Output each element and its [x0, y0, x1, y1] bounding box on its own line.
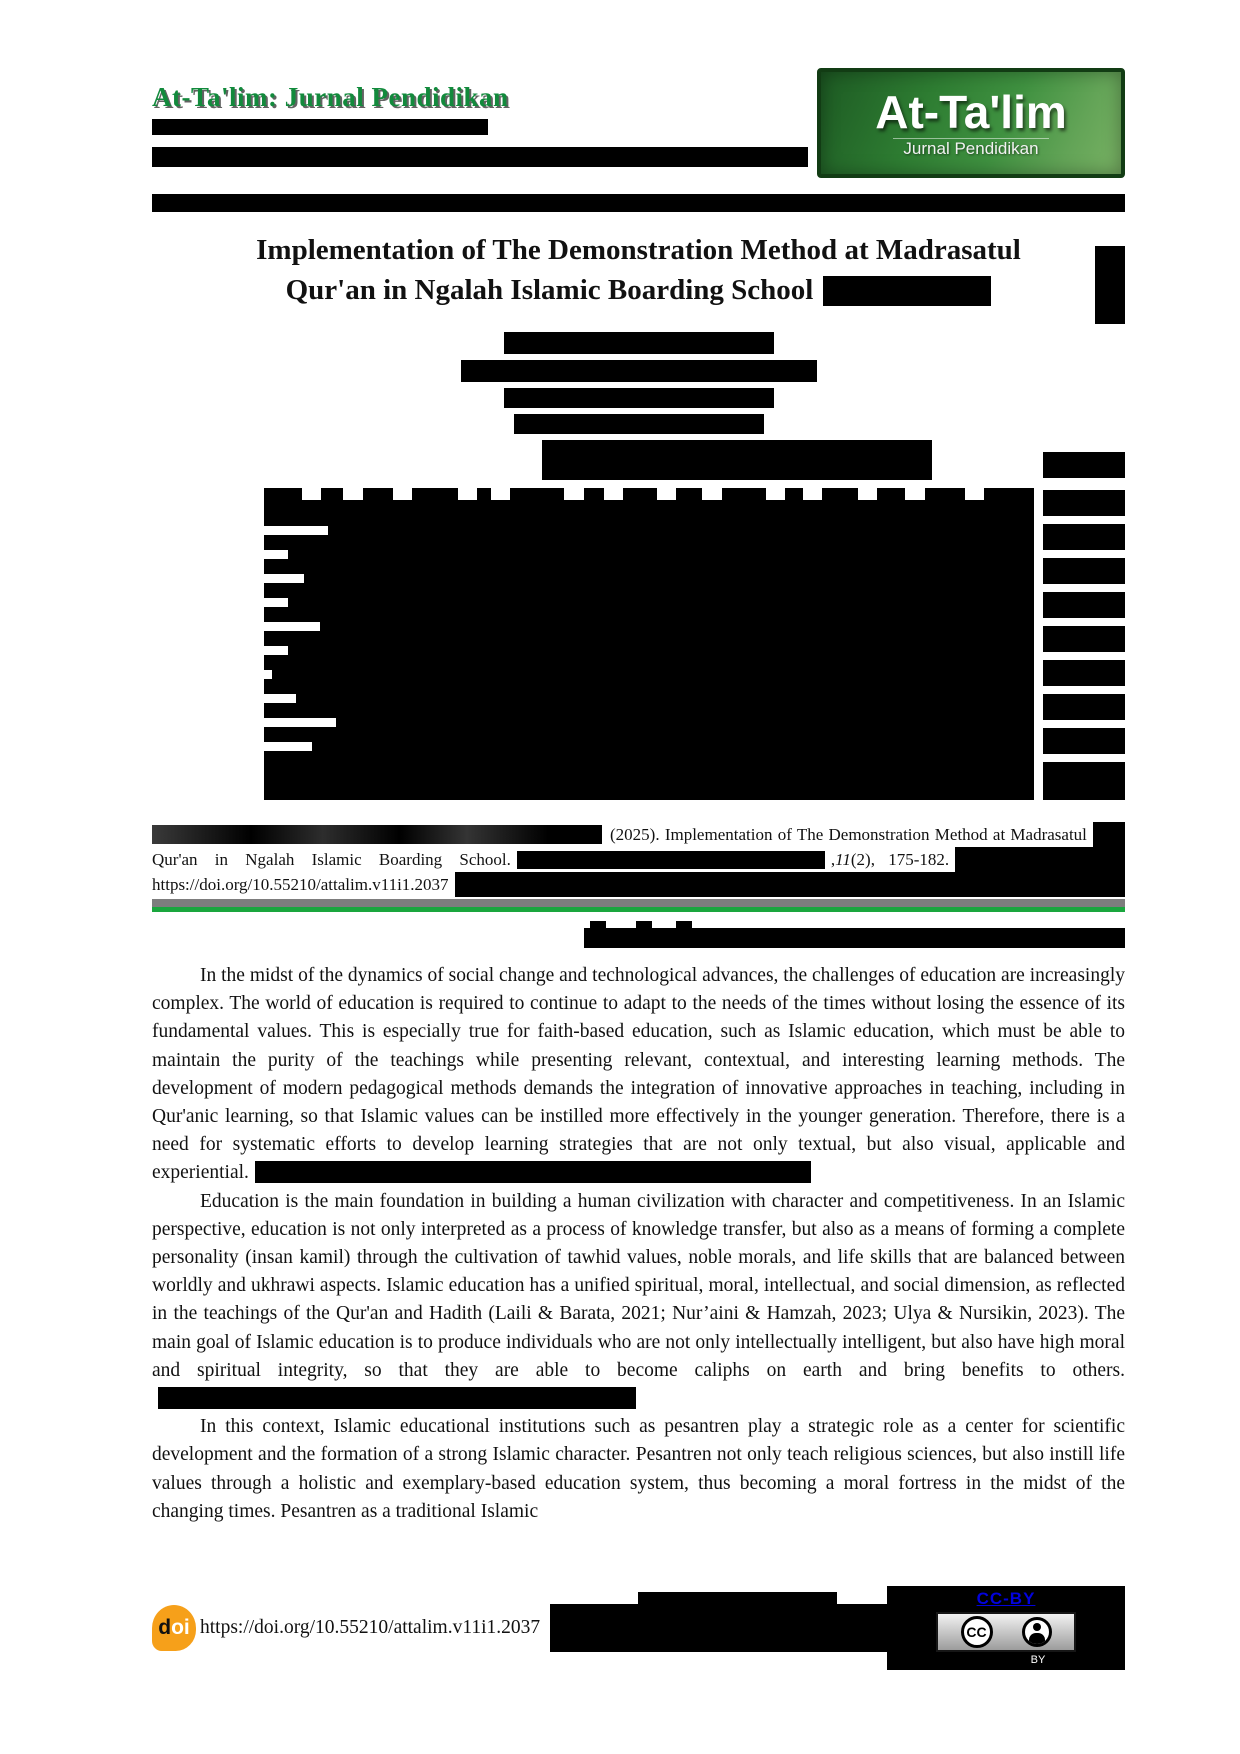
- authors-block-redacted: [152, 326, 1125, 480]
- redacted-journal-name: [517, 851, 825, 869]
- redacted-abstract-body: [264, 500, 1034, 800]
- redaction-dash: [722, 488, 766, 500]
- redaction-fill: [1093, 822, 1125, 847]
- redaction-dash: [822, 488, 858, 500]
- paragraph-1-text: In the midst of the dynamics of social change and technological advances, the challenges of education are increasingly complex. The world of education is required to continue to adapt to the needs of the times without losing the essence of its fundamental values. This is especially true for faith-based education, such as Islamic education, which must be able to maintain the purity of the teachings while presenting relevant, contextual, and interesting learning methods. The development of modern pedagogical methods demands the integration of innovative approaches in teaching, including in Qur'anic learning, so that Islamic values can be instilled more effectively in the younger generation. Therefore, there is a need for systematic efforts to develop learning strategies that are not only textual, but also visual, applicable and experiential.: [152, 965, 1125, 1184]
- redaction-gap: [264, 550, 288, 559]
- citation-divider: [152, 899, 1125, 912]
- redaction-dash: [510, 488, 564, 500]
- citation-line-2: [152, 847, 1125, 872]
- redaction-gap: [264, 670, 272, 679]
- redaction-dash: [412, 488, 458, 500]
- page-content: [152, 58, 1125, 1670]
- redaction-dash: [623, 488, 657, 500]
- redaction-bar: [1043, 558, 1125, 584]
- redacted-header-line: [152, 147, 808, 167]
- citation-line-3: [152, 872, 1125, 897]
- redaction-gap: [264, 526, 328, 535]
- redacted-how-to-cite: [152, 825, 602, 844]
- redacted-author-email: [514, 414, 764, 434]
- person-head: [1033, 1623, 1041, 1631]
- redaction-bar: [1043, 694, 1125, 720]
- redaction-dash: [785, 488, 803, 500]
- redaction-bump: [636, 921, 652, 928]
- citation-line2-text: Qur'an in Ngalah Islamic Boarding School.: [152, 850, 511, 869]
- paragraph-1: [152, 962, 1125, 1188]
- page-footer: [152, 1586, 1125, 1670]
- redaction-dash: [584, 488, 604, 500]
- redaction-gap: [264, 646, 288, 655]
- redacted-band: [152, 194, 1125, 212]
- citation-doi-link[interactable]: https://doi.org/10.55210/attalim.v11i1.2037: [152, 875, 449, 894]
- citation-block: [152, 822, 1125, 897]
- redacted-affiliation-1: [461, 360, 817, 382]
- citation-comma: ,: [830, 850, 836, 869]
- paragraph-3: [152, 1413, 1125, 1526]
- redaction-bar: [1043, 592, 1125, 618]
- redaction-step: [638, 1592, 837, 1604]
- attribution-person-icon: [1022, 1617, 1052, 1647]
- redaction-bar: [1043, 762, 1125, 800]
- redaction-gap: [264, 742, 312, 751]
- redaction-gap: [264, 598, 288, 607]
- redacted-citation-tag: [255, 1161, 811, 1183]
- article-body: [152, 962, 1125, 1526]
- redacted-section-heading: [584, 928, 1125, 948]
- redacted-affiliation-2: [504, 388, 774, 408]
- abstract-section-redacted: [152, 488, 1125, 800]
- journal-name: At-Ta'lim: Jurnal Pendidikan: [152, 82, 509, 112]
- redaction-dash: [877, 488, 905, 500]
- article-title-line1: Implementation of The Demonstration Method at Madrasatul: [256, 234, 1021, 266]
- redaction-bar: [1043, 524, 1125, 550]
- redacted-issn-line: [152, 119, 488, 135]
- redacted-author-extra: [542, 440, 932, 480]
- header-left: [152, 58, 808, 167]
- doi-icon: d oi: [152, 1605, 196, 1651]
- cc-by-link[interactable]: CC-BY: [976, 1589, 1036, 1609]
- cc-logo-icon: CC: [961, 1616, 993, 1648]
- paragraph-2-text: Education is the main foundation in building a human civilization with character and competitiveness. In an Islamic perspective, education is not only interpreted as a process of knowledge transfer, but also as a means of forming a complete personality (insan kamil) through the cultivation of tawhid values, noble morals, and life skills that are balanced between worldly and ukhrawi aspects. Islamic education has a unified spiritual, moral, intellectual, and social dimension, as reflected in the teachings of the Qur'an and Hadith (Laili & Barata, 2021; Nur’aini & Hamzah, 2023; Ulya & Nursikin, 2023). The main goal of Islamic education is to produce individuals who are not only intellectually intelligent, but also have high moral and spiritual integrity, so that they are able to become caliphs on earth and bring benefits to others.: [152, 1190, 1125, 1381]
- redaction-bump: [590, 921, 606, 928]
- by-label: BY: [1030, 1654, 1046, 1667]
- citation-volume: 11: [835, 850, 851, 869]
- redaction-bar: [1043, 490, 1125, 516]
- redaction-dash: [321, 488, 343, 500]
- license-area: [887, 1586, 1125, 1670]
- redaction-dash: [925, 488, 965, 500]
- journal-logo-subtitle: Jurnal Pendidikan: [893, 138, 1048, 159]
- redacted-abstract-header-row: [264, 488, 1034, 500]
- redaction-gap: [264, 694, 296, 703]
- redaction-gap: [264, 718, 336, 727]
- redaction-dash: [477, 488, 491, 500]
- redacted-title-margin: [1095, 246, 1125, 324]
- person-body: [1029, 1633, 1045, 1644]
- redaction-bar: [1043, 626, 1125, 652]
- citation-line-1: [152, 822, 1125, 847]
- paragraph-2: [152, 1188, 1125, 1414]
- redaction-gap: [264, 622, 320, 631]
- redaction-dash: [676, 488, 702, 500]
- redacted-author-names: [504, 332, 774, 354]
- redacted-footer-text: [550, 1604, 887, 1652]
- redaction-bar: [1043, 728, 1125, 754]
- redaction-dash: [984, 488, 1034, 500]
- paragraph-3-text: In this context, Islamic educational institutions such as pesantren play a strategic role as a center for scientific development and the formation of a strong Islamic character. Pesantren not only teach religious sciences, but also instill life values through a holistic and exemplary-based education system, thus becoming a moral fortress in the midst of the changing times. Pesantren as a traditional Islamic: [152, 1416, 1125, 1522]
- citation-issue-pages: (2), 175-182.: [850, 850, 950, 869]
- footer-doi-link[interactable]: https://doi.org/10.55210/attalim.v11i1.2037: [200, 1617, 541, 1639]
- journal-logo-title: At-Ta'lim: [875, 85, 1067, 138]
- journal-logo: [817, 68, 1125, 178]
- redaction-dash: [264, 488, 302, 500]
- redaction-gap: [264, 574, 304, 583]
- redacted-title-suffix: [823, 276, 991, 306]
- citation-line1-text: (2025). Implementation of The Demonstration Method at Madrasatul: [610, 825, 1087, 844]
- redacted-citation-tag: [158, 1387, 636, 1409]
- redaction-dash: [363, 488, 393, 500]
- redaction-bump: [676, 921, 692, 928]
- article-title-line2: [152, 270, 1125, 310]
- redaction-bar: [1043, 452, 1125, 478]
- redaction-fill: [955, 847, 1125, 872]
- article-title: [152, 230, 1125, 310]
- redaction-fill: [455, 872, 1125, 897]
- divider-green-rule: [152, 907, 1125, 912]
- divider-gray-rule: [152, 899, 1125, 907]
- journal-header: [152, 58, 1125, 182]
- redaction-bar: [1043, 660, 1125, 686]
- cc-license-badge[interactable]: [936, 1612, 1076, 1652]
- article-title-line2-text: Qur'an in Ngalah Islamic Boarding School: [285, 274, 814, 306]
